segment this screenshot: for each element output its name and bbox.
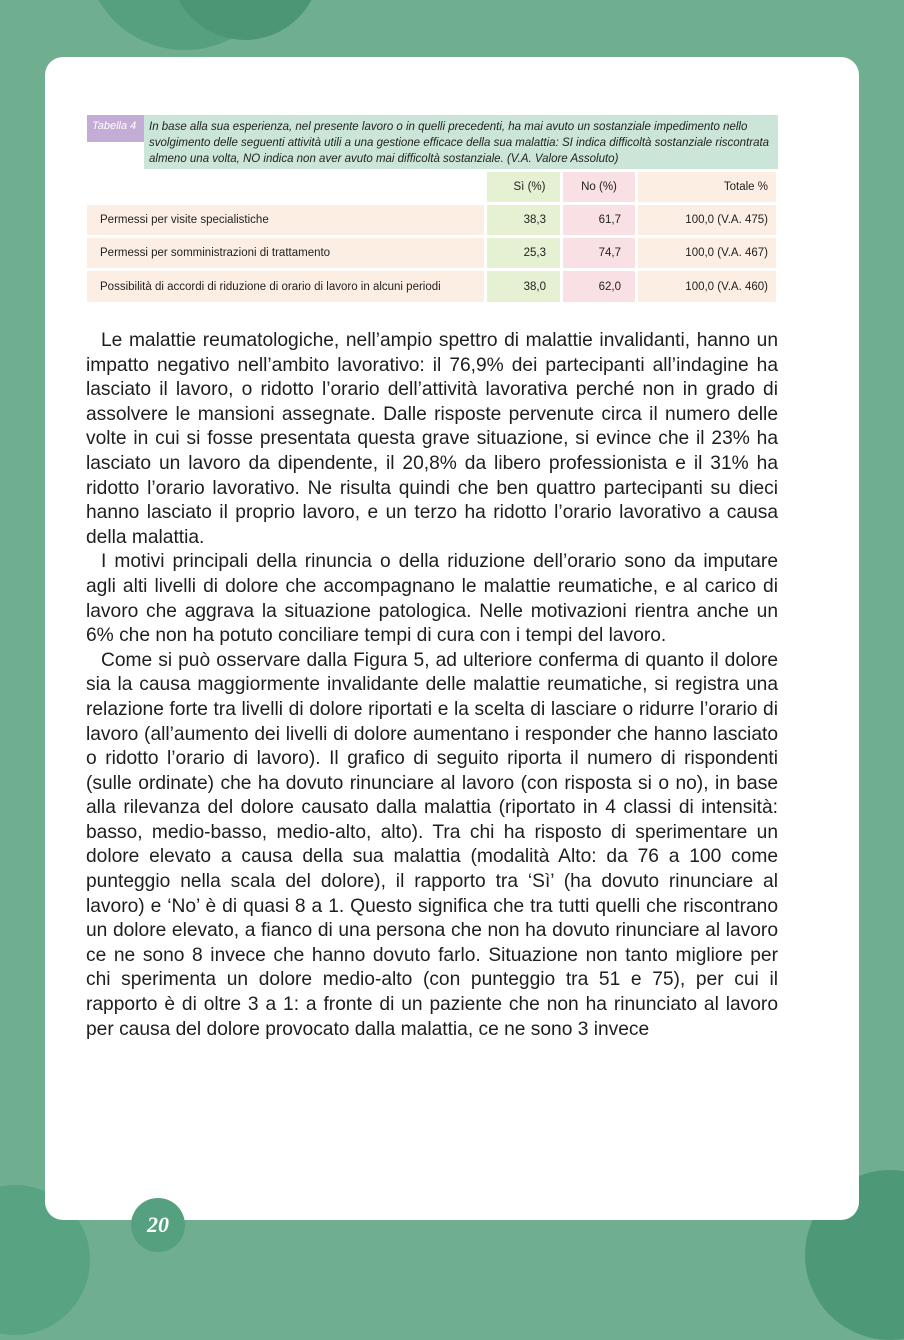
table-caption: In base alla sua esperienza, nel presente lavoro o in quelli precedenti, ha mai avuto un sostanziale impedimento nello svolgimento delle seguenti attività utili a una gestione efficace della sua malattia: SI indica difficoltà sostanziale riscontrata almeno una volta, NO indica non aver avuto mai difficoltà sostanziale. (V.A. Valore Assoluto) [144,115,778,169]
body-text [86,329,778,1042]
table-cell-totale: 100,0 (V.A. 467) [638,238,776,268]
table-row-label: Possibilità di accordi di riduzione di orario di lavoro in alcuni periodi [87,271,484,302]
paragraph: I motivi principali della rinuncia o della riduzione dell’orario sono da imputare agli alti livelli di dolore che accompagnano le malattie reumatiche, e al carico di lavoro che aggrava la situazione patologica. Nelle motivazioni rientra anche un 6% che non ha potuto conciliare tempi di cura con i tempi del lavoro. [86,551,778,647]
table-cell-si: 38,3 [487,205,560,235]
table-row-label: Permessi per somministrazioni di trattamento [87,238,484,268]
header-no: No (%) [563,172,635,202]
table-cell-si: 38,0 [487,271,560,302]
table-cell-totale: 100,0 (V.A. 460) [638,271,776,302]
table-row-label: Permessi per visite specialistiche [87,205,484,235]
table-label: Tabella 4 [87,115,144,142]
table-cell-no: 62,0 [563,271,635,302]
table-cell-totale: 100,0 (V.A. 475) [638,205,776,235]
table-cell-no: 61,7 [563,205,635,235]
header-totale: Totale % [638,172,776,202]
page-number: 20 [147,1212,169,1237]
table-cell-si: 25,3 [487,238,560,268]
header-si: Sì (%) [487,172,560,202]
table-cell-no: 74,7 [563,238,635,268]
paragraph: Come si può osservare dalla Figura 5, ad ulteriore conferma di quanto il dolore sia la causa maggiormente invalidante delle malattie reumatiche, si registra una relazione forte tra livelli di dolore riportati e la scelta di lasciare o ridurre l’orario di lavoro (all’aumento dei livelli di dolore aumentano i responder che hanno lasciato o ridotto l’orario di lavoro). Il grafico di seguito riporta il numero di rispondenti (sulle ordinate) che ha dovuto rinunciare al lavoro (con risposta si o no), in base alla rilevanza del dolore causato dalla malattia (riportato in 4 classi di intensità: basso, medio-basso, medio-alto, alto). Tra chi ha risposto di sperimentare un dolore elevato a causa della sua malattia (modalità Alto: da 76 a 100 come punteggio nella scala del dolore), il rapporto tra ‘Sì’ (ha dovuto rinunciare al lavoro) e ‘No’ è di quasi 8 a 1. Questo significa che tra tutti quelli che riscontrano un dolore elevato, a fianco di una persona che non ha dovuto rinunciare al lavoro ce ne sono 8 invece che hanno dovuto farlo. Situazione non tanto migliore per chi sperimenta un dolore medio-alto (con punteggio tra 51 e 75), per cui il rapporto è di oltre 3 a 1: a fronte di un paziente che non ha rinunciato al lavoro per causa del dolore provocato dalla malattia, ce ne sono 3 invece [86,649,778,1040]
paragraph: Le malattie reumatologiche, nell’ampio spettro di malattie invalidanti, hanno un impatto negativo nell’ambito lavorativo: il 76,9% dei partecipanti all’indagine ha lasciato il lavoro, o ridotto l’orario dell’attività lavorativa perché non in grado di assolvere le mansioni assegnate. Dalle risposte pervenute circa il numero delle volte in cui si fosse presentata questa grave situazione, si evince che il 23% ha lasciato un lavoro da dipendente, il 20,8% da libero professionista e il 31% ha ridotto l’orario lavorativo. Ne risulta quindi che ben quattro partecipanti su dieci hanno lasciato il proprio lavoro, e un terzo ha ridotto l’orario lavorativo a causa della malattia. [86,330,778,548]
